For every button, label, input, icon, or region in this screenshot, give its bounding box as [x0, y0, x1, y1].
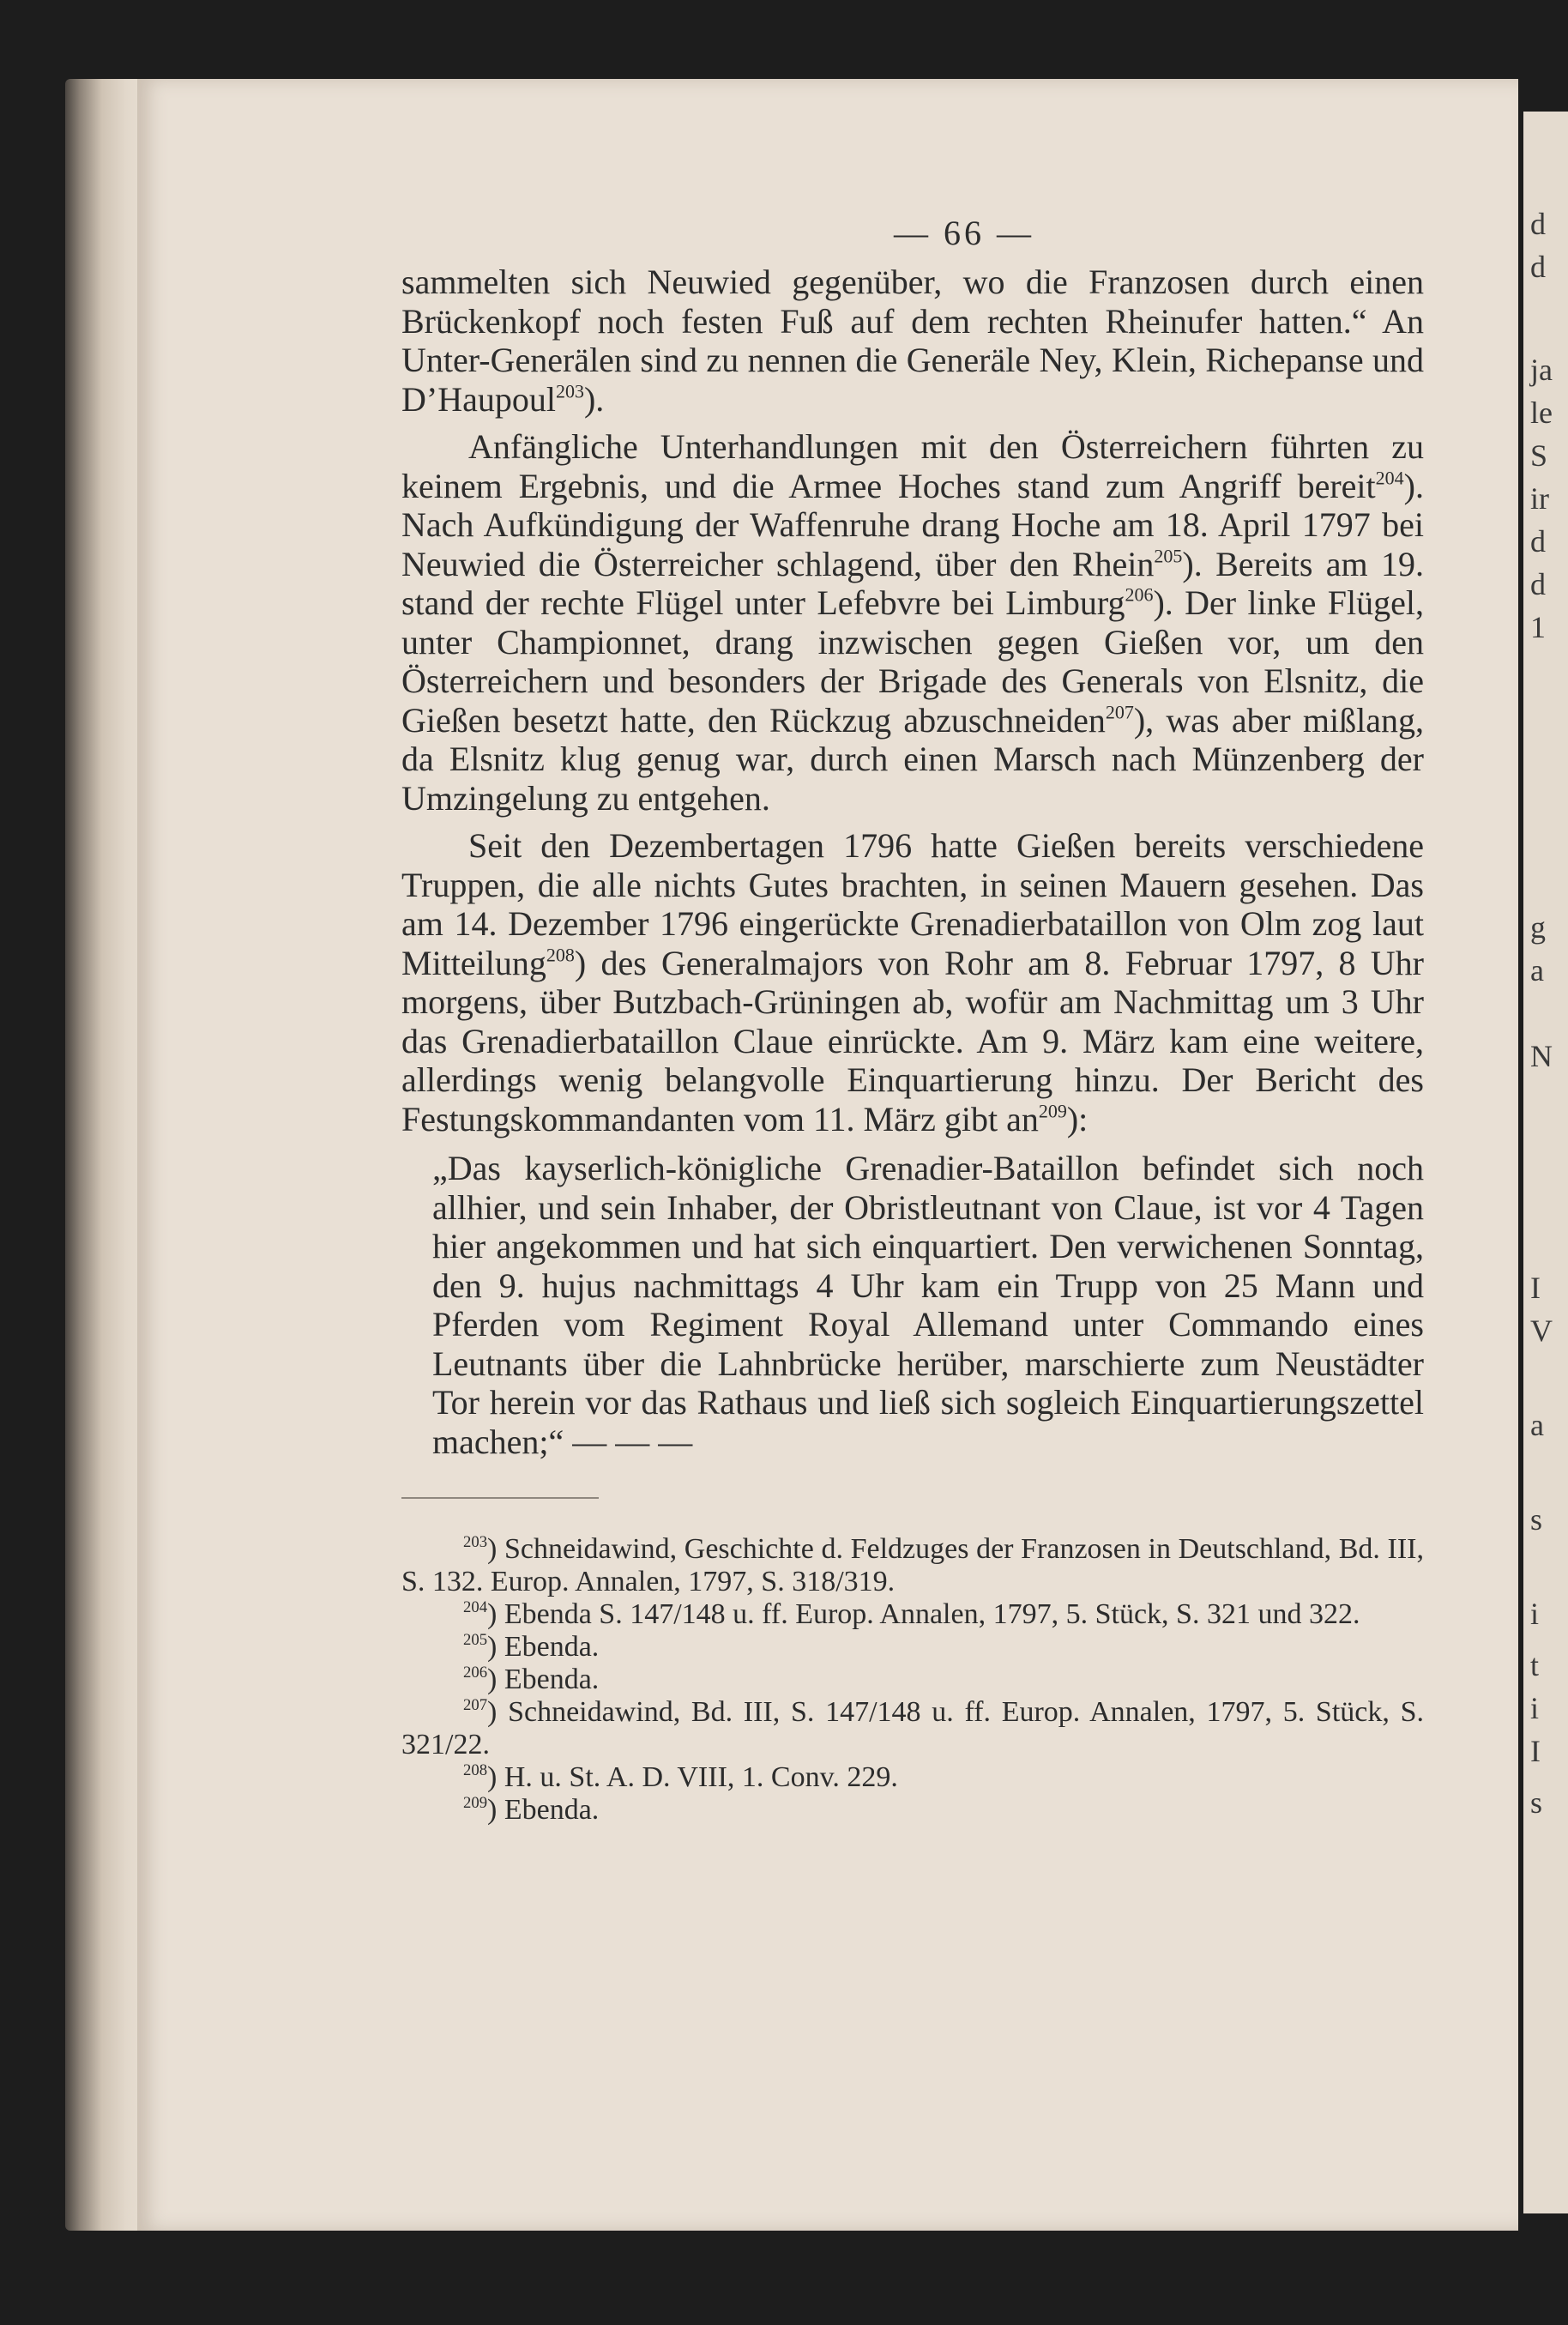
footnote-text: ) Ebenda. — [487, 1664, 600, 1695]
footnote — [401, 1631, 1424, 1664]
footnote — [401, 1664, 1424, 1696]
footnotes — [401, 1533, 1424, 1827]
adjacent-page-fragment: I — [1530, 1734, 1541, 1768]
paragraph — [401, 427, 1424, 818]
adjacent-page-fragment: d — [1530, 250, 1546, 284]
footnote-reference: 204 — [1375, 467, 1404, 489]
footnote-number: 203 — [463, 1532, 488, 1551]
adjacent-page-fragment: le — [1530, 396, 1553, 430]
adjacent-page-fragment: s — [1530, 1502, 1543, 1537]
adjacent-page-fragment: s — [1530, 1785, 1543, 1820]
adjacent-page-fragment: a — [1530, 1408, 1544, 1442]
adjacent-page-fragment: i — [1530, 1597, 1540, 1631]
footnote-text: ) Schneidawind, Geschichte d. Feldzuges der Franzosen in Deutschland, Bd. III, S. 132. Europ. Annalen, 1797, S. 318/319. — [401, 1533, 1424, 1597]
paragraph-text: ). Bereits am 19. stand der rechte Flügel unter Lefebvre bei Limburg — [401, 544, 1424, 622]
paragraph-text: Anfängliche Unterhandlungen mit den Österreichern führten zu keinem Ergebnis, und die Armee Hoches stand zum Angriff bereit — [401, 427, 1424, 505]
paragraph — [401, 826, 1424, 1138]
body-text — [401, 263, 1424, 1138]
footnote — [401, 1533, 1424, 1598]
footnote-text: ) Ebenda S. 147/148 u. ff. Europ. Annalen, 1797, 5. Stück, S. 321 und 322. — [487, 1598, 1360, 1630]
paragraph-text: ), was aber mißlang, da Elsnitz klug genug war, durch einen Marsch nach Münzenberg der Umzingelung zu entgehen. — [401, 700, 1425, 818]
adjacent-page-fragment: g — [1530, 910, 1546, 945]
adjacent-page-fragment: ir — [1530, 481, 1549, 516]
footnote-text: ) Ebenda. — [487, 1631, 600, 1663]
paragraph-text: ). Der linke Flügel, unter Championnet, drang inzwischen gegen Gießen vor, um den Österreichern und besonders der Brigade des Generals von Elsnitz, die Gießen besetzt hatte, den Rückzug abzuschneiden — [401, 583, 1424, 740]
page-number: — 66 — — [894, 214, 1034, 252]
page-content — [401, 214, 1424, 1827]
adjacent-page-fragment: I — [1530, 1271, 1541, 1305]
footnote-number: 208 — [463, 1760, 488, 1779]
footnote-reference: 209 — [1038, 1100, 1067, 1122]
adjacent-page-fragment: a — [1530, 953, 1544, 987]
footnote-reference: 208 — [546, 944, 575, 966]
adjacent-page-fragment: N — [1530, 1039, 1553, 1073]
adjacent-page-fragment: d — [1530, 567, 1546, 601]
footnote-text: ) H. u. St. A. D. VIII, 1. Conv. 229. — [487, 1761, 898, 1793]
footnote — [401, 1598, 1424, 1631]
adjacent-page-fragment: d — [1530, 207, 1546, 241]
footnote-number: 204 — [463, 1597, 488, 1616]
footnote-text: ) Schneidawind, Bd. III, S. 147/148 u. ff. Europ. Annalen, 1797, 5. Stück, S. 321/22. — [401, 1696, 1424, 1760]
paragraph-text: ). Nach Aufkündigung der Waffenruhe drang Hoche am 18. April 1797 bei Neuwied die Österreicher schlagend, über den Rhein — [401, 466, 1424, 583]
footnote-reference: 203 — [555, 380, 584, 402]
paragraph-text: ). — [583, 379, 605, 419]
paragraph-text: ) des Generalmajors von Rohr am 8. Februar 1797, 8 Uhr morgens, über Butzbach-Grüningen ab, wofür am Nachmittag um 3 Uhr das Grenadierbataillon Claue einrückte. Am 9. März kam eine weitere, allerdings wenig belangvolle Einquartierung hinzu. Der Bericht des Festungskommandanten vom 11. März gibt an — [401, 943, 1424, 1138]
adjacent-page-fragment: 1 — [1530, 610, 1546, 644]
adjacent-page-fragment: d — [1530, 524, 1546, 559]
footnote-reference: 207 — [1105, 701, 1134, 723]
footnote-number: 206 — [463, 1663, 488, 1682]
adjacent-page-fragment: t — [1530, 1648, 1540, 1682]
footnote-number: 205 — [463, 1630, 488, 1649]
footnote-rule — [401, 1497, 599, 1499]
footnote — [401, 1794, 1424, 1827]
paragraph-text: Seit den Dezembertagen 1796 hatte Gießen bereits verschiedene Truppen, die alle nichts Gutes brachten, in seinen Mauern gesehen. Das am 14. Dezember 1796 eingerückte Grenadierbataillon von Olm zog laut Mitteilung — [401, 826, 1424, 982]
paragraph-text: sammelten sich Neuwied gegenüber, wo die Franzosen durch einen Brückenkopf noch festen Fuß auf dem rechten Rheinufer hatten.“ An Unter-Generälen sind zu nennen die Generäle Ney, Klein, Richepanse und D’Haupoul — [401, 263, 1424, 419]
footnote-reference: 206 — [1125, 583, 1154, 606]
footnote — [401, 1761, 1424, 1794]
footnote-reference: 205 — [1154, 545, 1183, 567]
adjacent-page-strip — [1523, 112, 1568, 2213]
footnote — [401, 1696, 1424, 1761]
paragraph-text: ): — [1066, 1099, 1089, 1138]
adjacent-page-fragment: S — [1530, 438, 1548, 473]
quotation: „Das kayserlich-königliche Grenadier-Bataillon befindet sich noch allhier, und sein Inhaber, der Obristleutnant von Claue, ist vor 4 Tagen hier angekommen und hat sich einquartiert. Den verwichenen Sonntag, den 9. hujus nachmittags 4 Uhr kam ein Trupp von 25 Mann und Pferden vom Regiment Royal Allemand unter Commando eines Leutnants über die Lahnbrücke herüber, marschierte zum Neustädter Tor herein vor das Rathaus und ließ sich sogleich Einquartierungszettel machen;“ — — — — [432, 1149, 1424, 1461]
footnote-number: 209 — [463, 1793, 488, 1812]
adjacent-page-fragment: V — [1530, 1313, 1553, 1348]
paragraph — [401, 263, 1424, 419]
adjacent-page-fragment: ja — [1530, 353, 1553, 387]
footnote-text: ) Ebenda. — [487, 1794, 600, 1826]
page-edge — [65, 79, 147, 2231]
adjacent-page-fragment: i — [1530, 1691, 1540, 1725]
footnote-number: 207 — [463, 1695, 488, 1714]
